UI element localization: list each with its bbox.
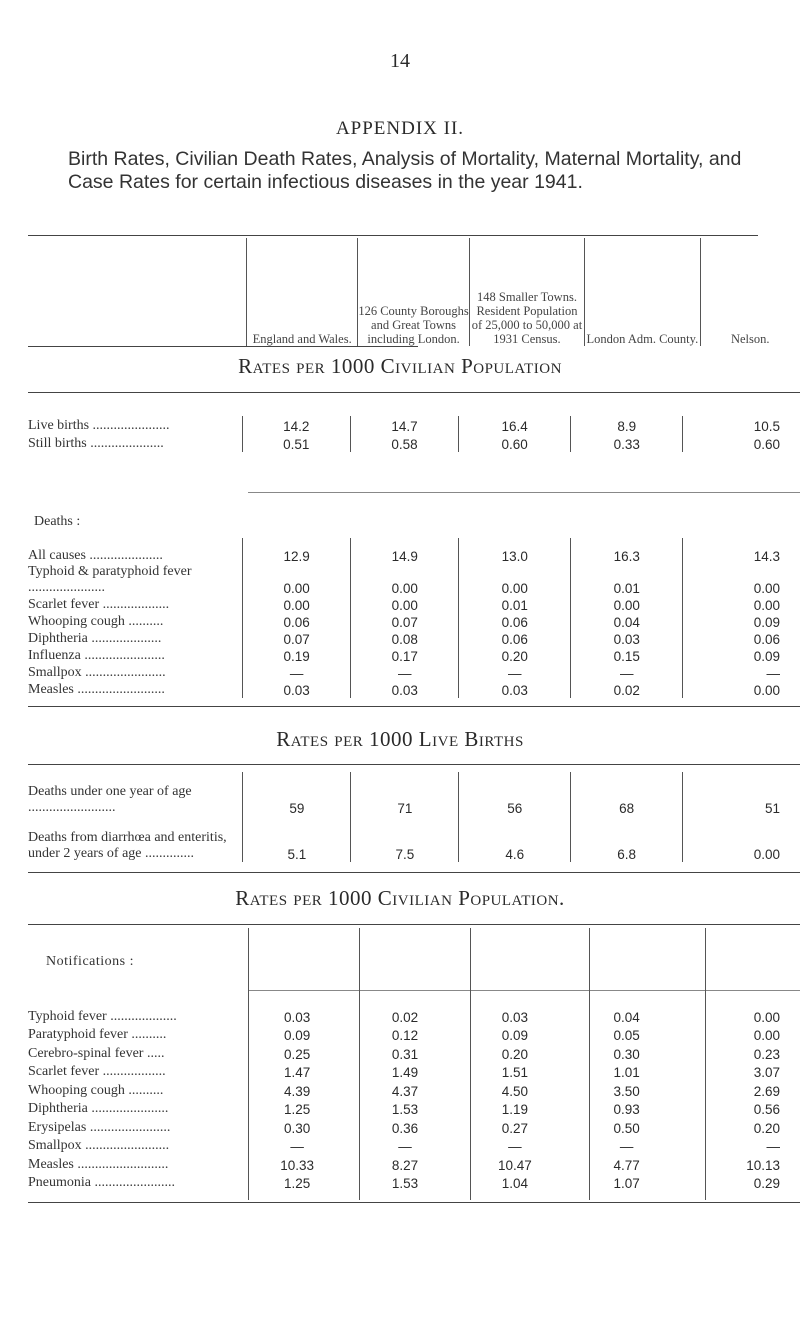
row-label: Live births ...................... — [28, 418, 170, 433]
table-row — [28, 1025, 800, 1044]
section3-vrule-2 — [359, 928, 360, 1200]
row-label: Typhoid & paratyphoid fever ...................... — [28, 564, 192, 595]
row-label: All causes ..................... — [28, 548, 163, 563]
table-row — [28, 772, 800, 816]
cell-value: 1.47 — [283, 1065, 311, 1080]
cell-value: 1.51 — [501, 1065, 529, 1080]
section3-vrule-4 — [589, 928, 590, 1200]
row-label: Deaths from diarrhœa and enteritis, under 2 years of age .............. — [28, 830, 227, 861]
section2-table — [28, 772, 800, 862]
section1-births-table — [28, 416, 800, 452]
row-label: Scarlet fever ................... — [28, 597, 170, 612]
cell-value: — — [619, 1139, 634, 1154]
page-title: Birth Rates, Civilian Death Rates, Analysis of Mortality, Maternal Mortality, and Case Rates for certain infectious diseases in the year 1941. — [68, 148, 742, 193]
cell-value: 0.07 — [243, 630, 351, 647]
cell-value: 0.00 — [683, 681, 800, 698]
cell-value: 0.29 — [753, 1176, 780, 1191]
cell-value: 0.58 — [350, 434, 458, 452]
cell-value: 0.04 — [613, 1009, 640, 1025]
row-label: Measles ......................... — [28, 682, 165, 697]
row-label: Deaths under one year of age ......................... — [28, 784, 192, 815]
cell-value: 14.2 — [242, 416, 350, 434]
section3-top-rule — [28, 924, 800, 925]
table-row — [28, 434, 800, 452]
cell-value: 0.09 — [683, 613, 800, 630]
row-label: Influenza ....................... — [28, 648, 165, 663]
cell-value: 0.06 — [459, 613, 571, 630]
cell-value: 3.07 — [753, 1065, 780, 1080]
table-row — [28, 1173, 800, 1192]
cell-value: 0.56 — [753, 1102, 780, 1117]
cell-value: 0.00 — [243, 564, 351, 596]
cell-value: 0.36 — [391, 1120, 419, 1136]
cell-value: — — [398, 1139, 412, 1154]
section3-table — [28, 1006, 800, 1191]
cell-value: 3.50 — [613, 1083, 640, 1099]
cell-value: 0.00 — [683, 816, 800, 862]
row-label: Still births ..................... — [28, 436, 164, 451]
cell-value: 0.03 — [571, 630, 683, 647]
row-label: Pneumonia ....................... — [28, 1175, 175, 1190]
col-header-england: England and Wales. — [246, 238, 357, 346]
deaths-heading: Deaths : — [34, 514, 81, 529]
cell-value: 7.5 — [351, 816, 459, 862]
cell-value: 1.19 — [501, 1102, 529, 1117]
row-label: Cerebro-spinal fever ..... — [28, 1045, 165, 1061]
cell-value: 0.01 — [459, 596, 571, 613]
cell-value: 0.31 — [391, 1046, 419, 1062]
cell-value: 0.07 — [351, 613, 459, 630]
cell-value: — — [243, 664, 351, 681]
col-header-smaller-towns: 148 Smaller Towns. Resident Population of 25,000 to 50,000 at 1931 Census. — [469, 238, 584, 346]
cell-value: 4.39 — [283, 1083, 311, 1099]
cell-value: 0.02 — [571, 681, 683, 698]
table-row — [28, 664, 800, 681]
cell-value: 0.20 — [459, 647, 571, 664]
header-bottom-rule — [28, 346, 418, 347]
section3-title: Rates per 1000 Civilian Population. — [235, 886, 565, 910]
cell-value: 0.00 — [683, 564, 800, 596]
table-row — [28, 596, 800, 613]
cell-value: 14.3 — [683, 538, 800, 564]
table-row — [28, 681, 800, 698]
table-row — [28, 538, 800, 564]
cell-value: 1.49 — [391, 1065, 419, 1080]
cell-value: 0.03 — [501, 1009, 529, 1025]
cell-value: 0.00 — [459, 564, 571, 596]
cell-value: 1.53 — [391, 1176, 419, 1191]
cell-value: 0.25 — [283, 1046, 311, 1062]
row-label: Typhoid fever ................... — [28, 1008, 177, 1024]
table-row — [28, 816, 800, 862]
table-row — [28, 1080, 800, 1099]
cell-value: 0.30 — [283, 1120, 311, 1136]
cell-value: 0.08 — [351, 630, 459, 647]
cell-value: — — [459, 664, 571, 681]
cell-value: 0.03 — [243, 681, 351, 698]
section3-vrule-3 — [470, 928, 471, 1200]
row-label: Diphtheria .................... — [28, 631, 162, 646]
cell-value: 0.06 — [683, 630, 800, 647]
cell-value: 4.77 — [613, 1157, 640, 1173]
cell-value: 51 — [683, 772, 800, 816]
cell-value: 1.07 — [613, 1176, 640, 1191]
cell-value: 0.00 — [351, 596, 459, 613]
section3-mid-rule — [248, 990, 800, 991]
table-row — [28, 1099, 800, 1118]
cell-value: 0.51 — [242, 434, 350, 452]
table-row — [28, 1006, 800, 1025]
cell-value: 0.05 — [613, 1028, 640, 1043]
cell-value: — — [571, 664, 683, 681]
cell-value: 1.01 — [613, 1065, 640, 1080]
cell-value: — — [766, 1139, 780, 1154]
cell-value: 0.04 — [571, 613, 683, 630]
table-row — [28, 1136, 800, 1155]
cell-value: 5.1 — [243, 816, 351, 862]
cell-value: 0.17 — [351, 647, 459, 664]
cell-value: 0.00 — [683, 596, 800, 613]
cell-value: 0.09 — [501, 1028, 529, 1043]
table-row — [28, 647, 800, 664]
cell-value: 0.33 — [571, 434, 683, 452]
cell-value: 8.27 — [391, 1157, 419, 1173]
cell-value: 0.06 — [243, 613, 351, 630]
cell-value: 1.04 — [501, 1176, 529, 1191]
cell-value: 0.00 — [753, 1009, 780, 1025]
cell-value: 12.9 — [243, 538, 351, 564]
section3-bottom-rule — [28, 1202, 800, 1203]
cell-value: 59 — [243, 772, 351, 816]
cell-value: 0.00 — [243, 596, 351, 613]
cell-value: 4.37 — [391, 1083, 419, 1099]
cell-value: 10.47 — [497, 1157, 532, 1173]
cell-value: 71 — [351, 772, 459, 816]
table-row — [28, 613, 800, 630]
cell-value: 0.27 — [501, 1120, 529, 1136]
notifications-heading: Notifications : — [46, 954, 134, 969]
cell-value: 0.00 — [571, 596, 683, 613]
cell-value: 10.5 — [683, 416, 800, 434]
section1-top-rule — [28, 392, 800, 393]
row-label: Whooping cough .......... — [28, 614, 164, 629]
cell-value: 0.09 — [683, 647, 800, 664]
cell-value: 16.4 — [459, 416, 571, 434]
cell-value: 16.3 — [571, 538, 683, 564]
row-label: Smallpox ........................ — [28, 1138, 170, 1153]
section2-title: Rates per 1000 Live Births — [276, 727, 524, 751]
cell-value: 0.60 — [459, 434, 571, 452]
cell-value: 8.9 — [571, 416, 683, 434]
section2-bottom-rule — [28, 872, 800, 873]
cell-value: 4.50 — [501, 1083, 529, 1099]
cell-value: 68 — [571, 772, 683, 816]
cell-value: — — [508, 1139, 522, 1154]
cell-value: 10.33 — [280, 1157, 315, 1173]
cell-value: 0.50 — [613, 1120, 640, 1136]
column-header-table — [28, 238, 800, 346]
row-label: Smallpox ....................... — [28, 665, 166, 680]
table-row — [28, 416, 800, 434]
cell-value: 13.0 — [459, 538, 571, 564]
cell-value: 0.03 — [283, 1009, 311, 1025]
row-label: Scarlet fever .................. — [28, 1064, 166, 1079]
cell-value: 1.53 — [391, 1102, 419, 1117]
table-row — [28, 1154, 800, 1173]
cell-value: 1.25 — [283, 1176, 311, 1191]
cell-value: 0.03 — [459, 681, 571, 698]
cell-value: 0.60 — [683, 434, 800, 452]
cell-value: 0.03 — [351, 681, 459, 698]
cell-value: 0.12 — [391, 1028, 419, 1043]
cell-value: — — [290, 1139, 304, 1154]
cell-value: 0.20 — [753, 1120, 780, 1136]
cell-value: 0.23 — [753, 1046, 780, 1062]
page-number: 14 — [390, 50, 410, 72]
section3-vrule-5 — [705, 928, 706, 1200]
cell-value: 4.6 — [459, 816, 571, 862]
row-label: Paratyphoid fever .......... — [28, 1027, 167, 1042]
section1-bottom-rule — [28, 706, 800, 707]
row-label: Erysipelas ....................... — [28, 1119, 171, 1135]
section1-deaths-table — [28, 538, 800, 698]
cell-value: 0.93 — [613, 1102, 640, 1117]
cell-value: 14.7 — [350, 416, 458, 434]
cell-value: 6.8 — [571, 816, 683, 862]
section2-top-rule — [28, 764, 800, 765]
cell-value: 0.02 — [391, 1009, 419, 1025]
cell-value: — — [683, 664, 800, 681]
cell-value: 0.15 — [571, 647, 683, 664]
row-label: Diphtheria ...................... — [28, 1101, 169, 1116]
cell-value: 0.09 — [283, 1028, 311, 1043]
col-header-nelson: Nelson. — [700, 238, 800, 346]
appendix-heading: APPENDIX II. — [335, 118, 465, 139]
table-row — [28, 1062, 800, 1081]
table-row — [28, 1117, 800, 1136]
cell-value: 56 — [459, 772, 571, 816]
table-row — [28, 564, 800, 596]
col-header-london: London Adm. County. — [585, 238, 700, 346]
cell-value: 0.19 — [243, 647, 351, 664]
cell-value: 0.00 — [351, 564, 459, 596]
section3-vrule-1 — [248, 928, 249, 1200]
cell-value: 10.13 — [746, 1157, 780, 1173]
cell-value: 0.30 — [613, 1046, 640, 1062]
cell-value: — — [351, 664, 459, 681]
row-label: Measles .......................... — [28, 1156, 169, 1172]
row-label: Whooping cough .......... — [28, 1082, 164, 1098]
section1-mid-rule — [248, 492, 800, 493]
cell-value: 0.06 — [459, 630, 571, 647]
cell-value: 2.69 — [753, 1083, 780, 1099]
table-row — [28, 1043, 800, 1062]
cell-value: 0.01 — [571, 564, 683, 596]
cell-value: 0.00 — [753, 1028, 780, 1043]
header-top-rule — [28, 235, 758, 236]
cell-value: 0.20 — [501, 1046, 529, 1062]
section1-title: Rates per 1000 Civilian Population — [238, 354, 562, 378]
cell-value: 1.25 — [283, 1102, 311, 1117]
table-row — [28, 630, 800, 647]
cell-value: 14.9 — [351, 538, 459, 564]
col-header-county-boroughs: 126 County Boroughs and Great Towns including London. — [358, 238, 469, 346]
